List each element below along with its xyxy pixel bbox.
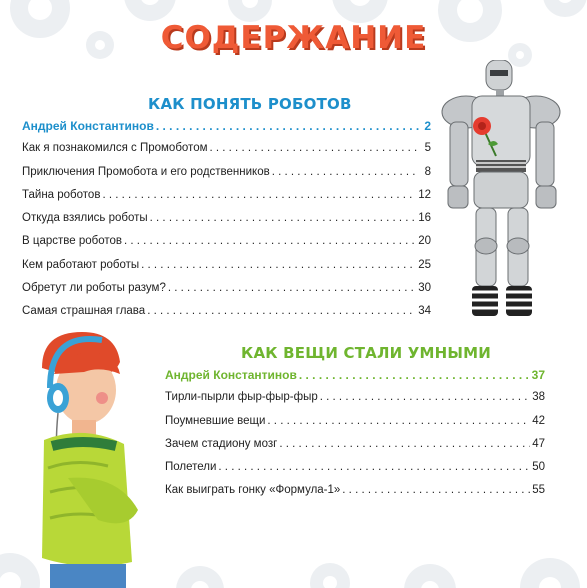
toc-item-label: Кем работают роботы [22,258,140,271]
toc-item[interactable] [22,212,431,235]
toc-item[interactable] [22,259,431,282]
toc-page-number: 8 [424,165,431,178]
section-title-robots: КАК ПОНЯТЬ РОБОТОВ [148,95,352,113]
toc-item[interactable] [22,142,431,165]
toc-page-number: 20 [418,235,431,248]
toc-section-robots [22,119,431,329]
toc-item[interactable] [165,484,545,507]
toc-page-number: 38 [532,391,545,404]
toc-item[interactable] [165,438,545,461]
leader-dots [218,461,530,473]
leader-dots [342,484,530,496]
toc-page-number: 50 [532,461,545,474]
toc-page-number: 12 [418,188,431,201]
toc-item-label: Как выиграть гонку «Формула-1» [165,484,341,497]
leader-dots [141,259,416,271]
toc-author-row[interactable] [22,119,431,142]
toc-item-label: Тайна роботов [22,188,101,201]
toc-item[interactable] [22,235,431,258]
toc-item-label: Полетели [165,461,217,474]
toc-page-number: 47 [532,437,545,450]
toc-author-label: Андрей Константинов [165,368,297,382]
toc-author-row[interactable] [165,368,545,391]
leader-dots [102,189,416,201]
leader-dots [156,119,419,133]
toc-page-number: 30 [418,282,431,295]
toc-item-label: Как я познакомился с Промоботом [22,142,208,155]
toc-item[interactable] [165,461,545,484]
toc-item-label: Зачем стадиону мозг [165,437,278,450]
toc-item-label: Поумневшие вещи [165,414,266,427]
toc-page-number: 42 [532,414,545,427]
toc-item[interactable] [165,391,545,414]
leader-dots [210,142,420,154]
leader-dots [168,282,416,294]
toc-page-number: 55 [532,484,545,497]
leader-dots [320,391,530,403]
toc-item[interactable] [165,415,545,438]
toc-item[interactable] [22,189,431,212]
toc-page-number: 2 [424,119,431,133]
leader-dots [272,166,419,178]
toc-item[interactable] [22,166,431,189]
leader-dots [279,438,530,450]
boy-with-headphones-illustration [28,328,158,588]
toc-section-smart-things [165,368,545,508]
leader-dots [150,212,417,224]
leader-dots [267,415,530,427]
toc-author-label: Андрей Константинов [22,119,154,133]
toc-item[interactable] [22,282,431,305]
toc-item[interactable] [22,305,431,328]
leader-dots [147,305,416,317]
toc-item-label: Обретут ли роботы разум? [22,282,166,295]
toc-item-label: Приключения Промобота и его родственников [22,165,270,178]
leader-dots [299,368,530,382]
toc-page-number: 5 [424,142,431,155]
toc-page-number: 37 [531,368,545,382]
toc-item-label: Самая страшная глава [22,305,146,318]
section-title-smart-things: КАК ВЕЩИ СТАЛИ УМНЫМИ [241,344,492,362]
toc-page-number: 25 [418,258,431,271]
page-title: СОДЕРЖАНИЕ [160,20,427,56]
robot-knight-illustration [438,60,566,328]
toc-item-label: Тирли-пырли фыр-фыр-фыр [165,391,318,404]
toc-item-label: Откуда взялись роботы [22,212,148,225]
toc-page-number: 16 [418,212,431,225]
leader-dots [124,235,416,247]
toc-item-label: В царстве роботов [22,235,122,248]
toc-page-number: 34 [418,305,431,318]
